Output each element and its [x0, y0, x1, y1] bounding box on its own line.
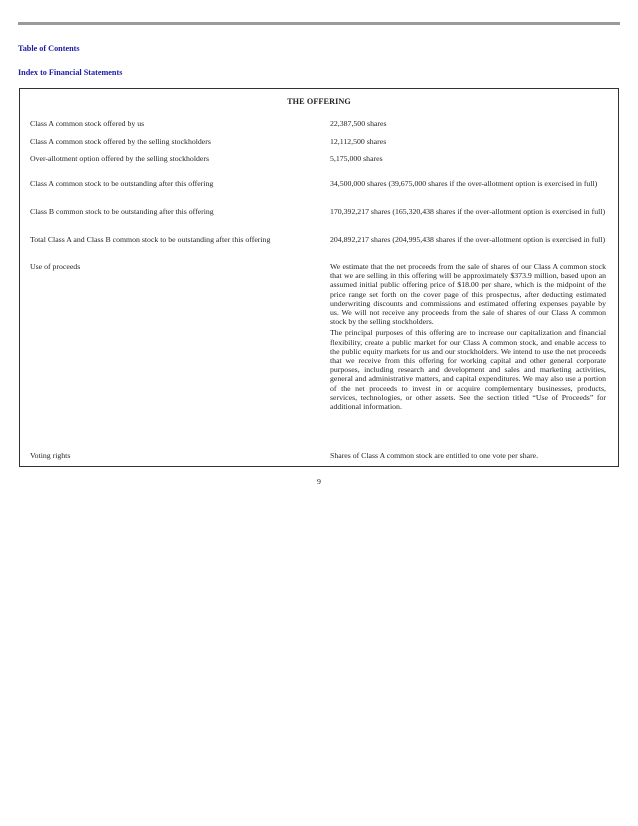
- offering-row-value: 12,112,500 shares: [330, 137, 387, 146]
- offering-row-value: 22,387,500 shares: [330, 119, 387, 128]
- top-rule: [18, 22, 620, 25]
- offering-row-value: 204,892,217 shares (204,995,438 shares if the over-allotment option is exercised in full): [330, 235, 606, 244]
- offering-summary-box: [19, 88, 619, 467]
- use-of-proceeds-text: [330, 262, 606, 411]
- offering-row-label: Class B common stock to be outstanding after this offering: [30, 207, 214, 216]
- offering-row-label: Class A common stock offered by us: [30, 119, 145, 128]
- offering-row-value: 34,500,000 shares (39,675,000 shares if the over-allotment option is exercised in full): [330, 179, 598, 188]
- offering-row-label: Voting rights: [30, 451, 71, 460]
- index-to-financial-statements-link[interactable]: Index to Financial Statements: [18, 68, 123, 77]
- table-of-contents-link[interactable]: Table of Contents: [18, 44, 80, 53]
- offering-row-value: 5,175,000 shares: [330, 154, 383, 163]
- offering-title: THE OFFERING: [287, 97, 351, 106]
- offering-row-label: Over-allotment option offered by the selling stockholders: [30, 154, 209, 163]
- use-of-proceeds-paragraph: We estimate that the net proceeds from the sale of shares of our Class A common stock that we are selling in this offering will be approximately $373.9 million, based upon an assumed initial public offering price of $18.00 per share, which is the midpoint of the price range set forth on the cover page of this prospectus, after deducting estimated underwriting discounts and commissions and estimated offering expenses payable by us. We will not receive any proceeds from the sale of shares of our Class A common stock by the selling stockholders.: [330, 262, 606, 327]
- page-number: 9: [317, 477, 321, 486]
- use-of-proceeds-paragraph: The principal purposes of this offering are to increase our capitalization and financial flexibility, create a public market for our Class A common stock, and enable access to the public equity markets for us and our stockholders. We intend to use the net proceeds that we receive from this offering for working capital and other general corporate purposes, including research and development and sales and marketing activities, general and administrative matters, and capital expenditures. We may also use a portion of the net proceeds to invest in or acquire complementary businesses, products, services, technologies, or other assets. See the section titled “Use of Proceeds” for additional information.: [330, 328, 606, 412]
- offering-row-label: Total Class A and Class B common stock to be outstanding after this offering: [30, 235, 271, 244]
- offering-row-label: Class A common stock to be outstanding after this offering: [30, 179, 214, 188]
- offering-row-label: Class A common stock offered by the selling stockholders: [30, 137, 211, 146]
- offering-row-value: Shares of Class A common stock are entitled to one vote per share.: [330, 451, 539, 460]
- offering-row-label: Use of proceeds: [30, 262, 81, 271]
- offering-row-value: 170,392,217 shares (165,320,438 shares if the over-allotment option is exercised in full): [330, 207, 606, 216]
